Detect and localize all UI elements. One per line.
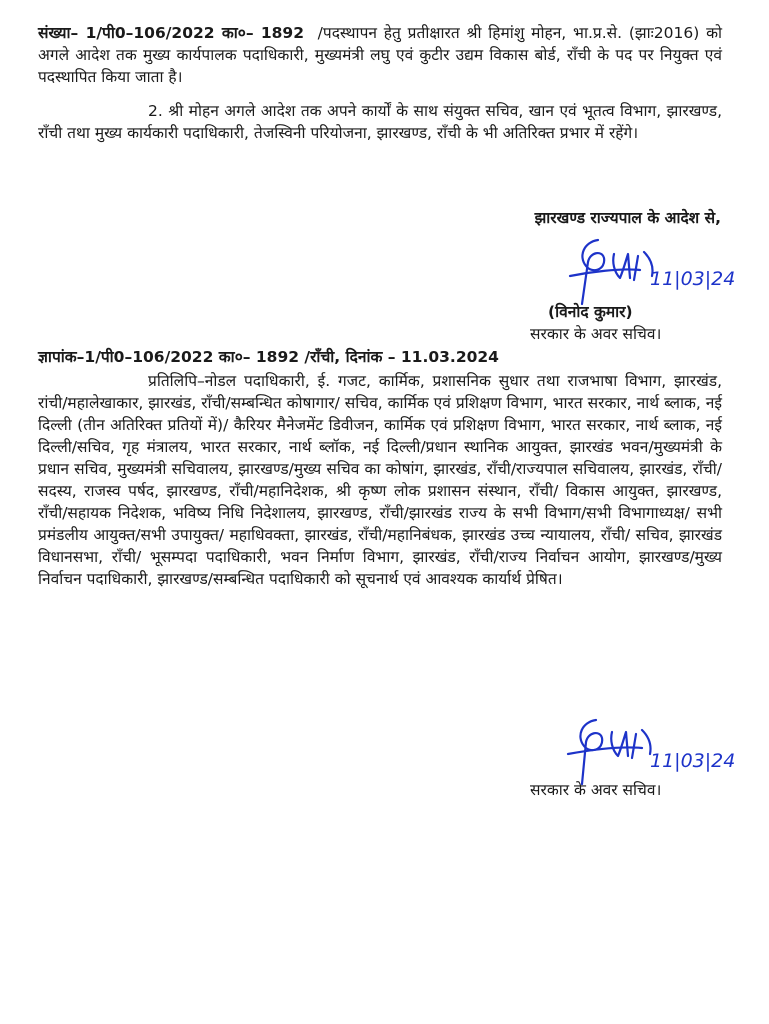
- signatory-name: (विनोद कुमार): [548, 303, 633, 321]
- additional-charge-paragraph: 2. श्री मोहन अगले आदेश तक अपने कार्यों के साथ संयुक्त सचिव, खान एवं भूतत्व विभाग, झारखण्ड, राँची तथा मुख्य कार्यकारी पदाधिकारी, तेजस्विनी परियोजना, झारखण्ड, राँची के भी अतिरिक्त प्रभार में रहेंगे।: [38, 102, 722, 142]
- order-reference-number: संख्या– 1/पी0–106/2022 का०– 1892: [38, 24, 305, 42]
- signature-date-2: 11|03|24: [650, 750, 736, 772]
- memo-number-header: ज्ञापांक–1/पी0–106/2022 का०– 1892 /राँची, दिनांक – 11.03.2024: [38, 348, 499, 366]
- order-paragraph: [38, 22, 722, 88]
- governor-order-line: झारखण्ड राज्यपाल के आदेश से,: [534, 209, 721, 227]
- signatory-designation-1: सरकार के अवर सचिव।: [530, 325, 662, 343]
- signatory-designation-2: सरकार के अवर सचिव।: [530, 781, 662, 799]
- copy-distribution-list: प्रतिलिपि–नोडल पदाधिकारी, ई. गजट, कार्मिक, प्रशासनिक सुधार तथा राजभाषा विभाग, झारखंड, रांची/महालेखाकार, झारखंड, राँची/सम्बन्धित कोषागार/ सचिव, कार्मिक एवं प्रशिक्षण विभाग, भारत सरकार, नार्थ ब्लाक, नई दिल्ली (तीन अतिरिक्त प्रतियों में)/ कैरियर मैनेजमेंट डिवीजन, कार्मिक एवं प्रशिक्षण विभाग, भारत सरकार, नार्थ ब्लाक, नई दिल्ली/सचिव, गृह मंत्रालय, भारत सरकार, नार्थ ब्लॉक, नई दिल्ली/प्रधान स्थानिक आयुक्त, झारखंड भवन/मुख्यमंत्री के प्रधान सचिव, मुख्यमंत्री सचिवालय, झारखण्ड/मुख्य सचिव का कोषांग, झारखंड, राँची/राज्यपाल सचिवालय, झारखंड, राँची/सदस्य, राजस्व पर्षद, झारखण्ड, राँची/महानिदेशक, श्री कृष्ण लोक प्रशासन संस्थान, राँची/ विकास आयुक्त, झारखण्ड, राँची/सहायक निदेशक, भविष्य निधि निदेशालय, झारखण्ड, राँची/झारखंड राज्य के सभी विभाग/सभी विभागाध्यक्ष/ सभी प्रमंडलीय आयुक्त/सभी उपायुक्त/ महाधिवक्ता, झारखंड, राँची/महानिबंधक, झारखंड उच्च न्यायालय, राँची/ सचिव, झारखंड विधानसभा, राँची/ भूसम्पदा पदाधिकारी, भवन निर्माण विभाग, झारखंड, राँची/राज्य निर्वाचन आयोग, झारखण्ड/मुख्य निर्वाचन पदाधिकारी, झारखण्ड/सम्बन्धित पदाधिकारी को सूचनार्थ एवं आवश्यक कार्यार्थ प्रेषित।: [38, 372, 722, 588]
- order-text: /पदस्थापन हेतु प्रतीक्षारत श्री हिमांशु मोहन, भा.प्र.से. (झाः2016) को अगले आदेश तक मुख्य कार्यपालक पदाधिकारी, मुख्यमंत्री लघु एवं कुटीर उद्यम विकास बोर्ड, राँची के पद पर नियुक्त एवं पदस्थापित किया जाता है।: [38, 24, 723, 86]
- signature-date-1: 11|03|24: [650, 268, 736, 290]
